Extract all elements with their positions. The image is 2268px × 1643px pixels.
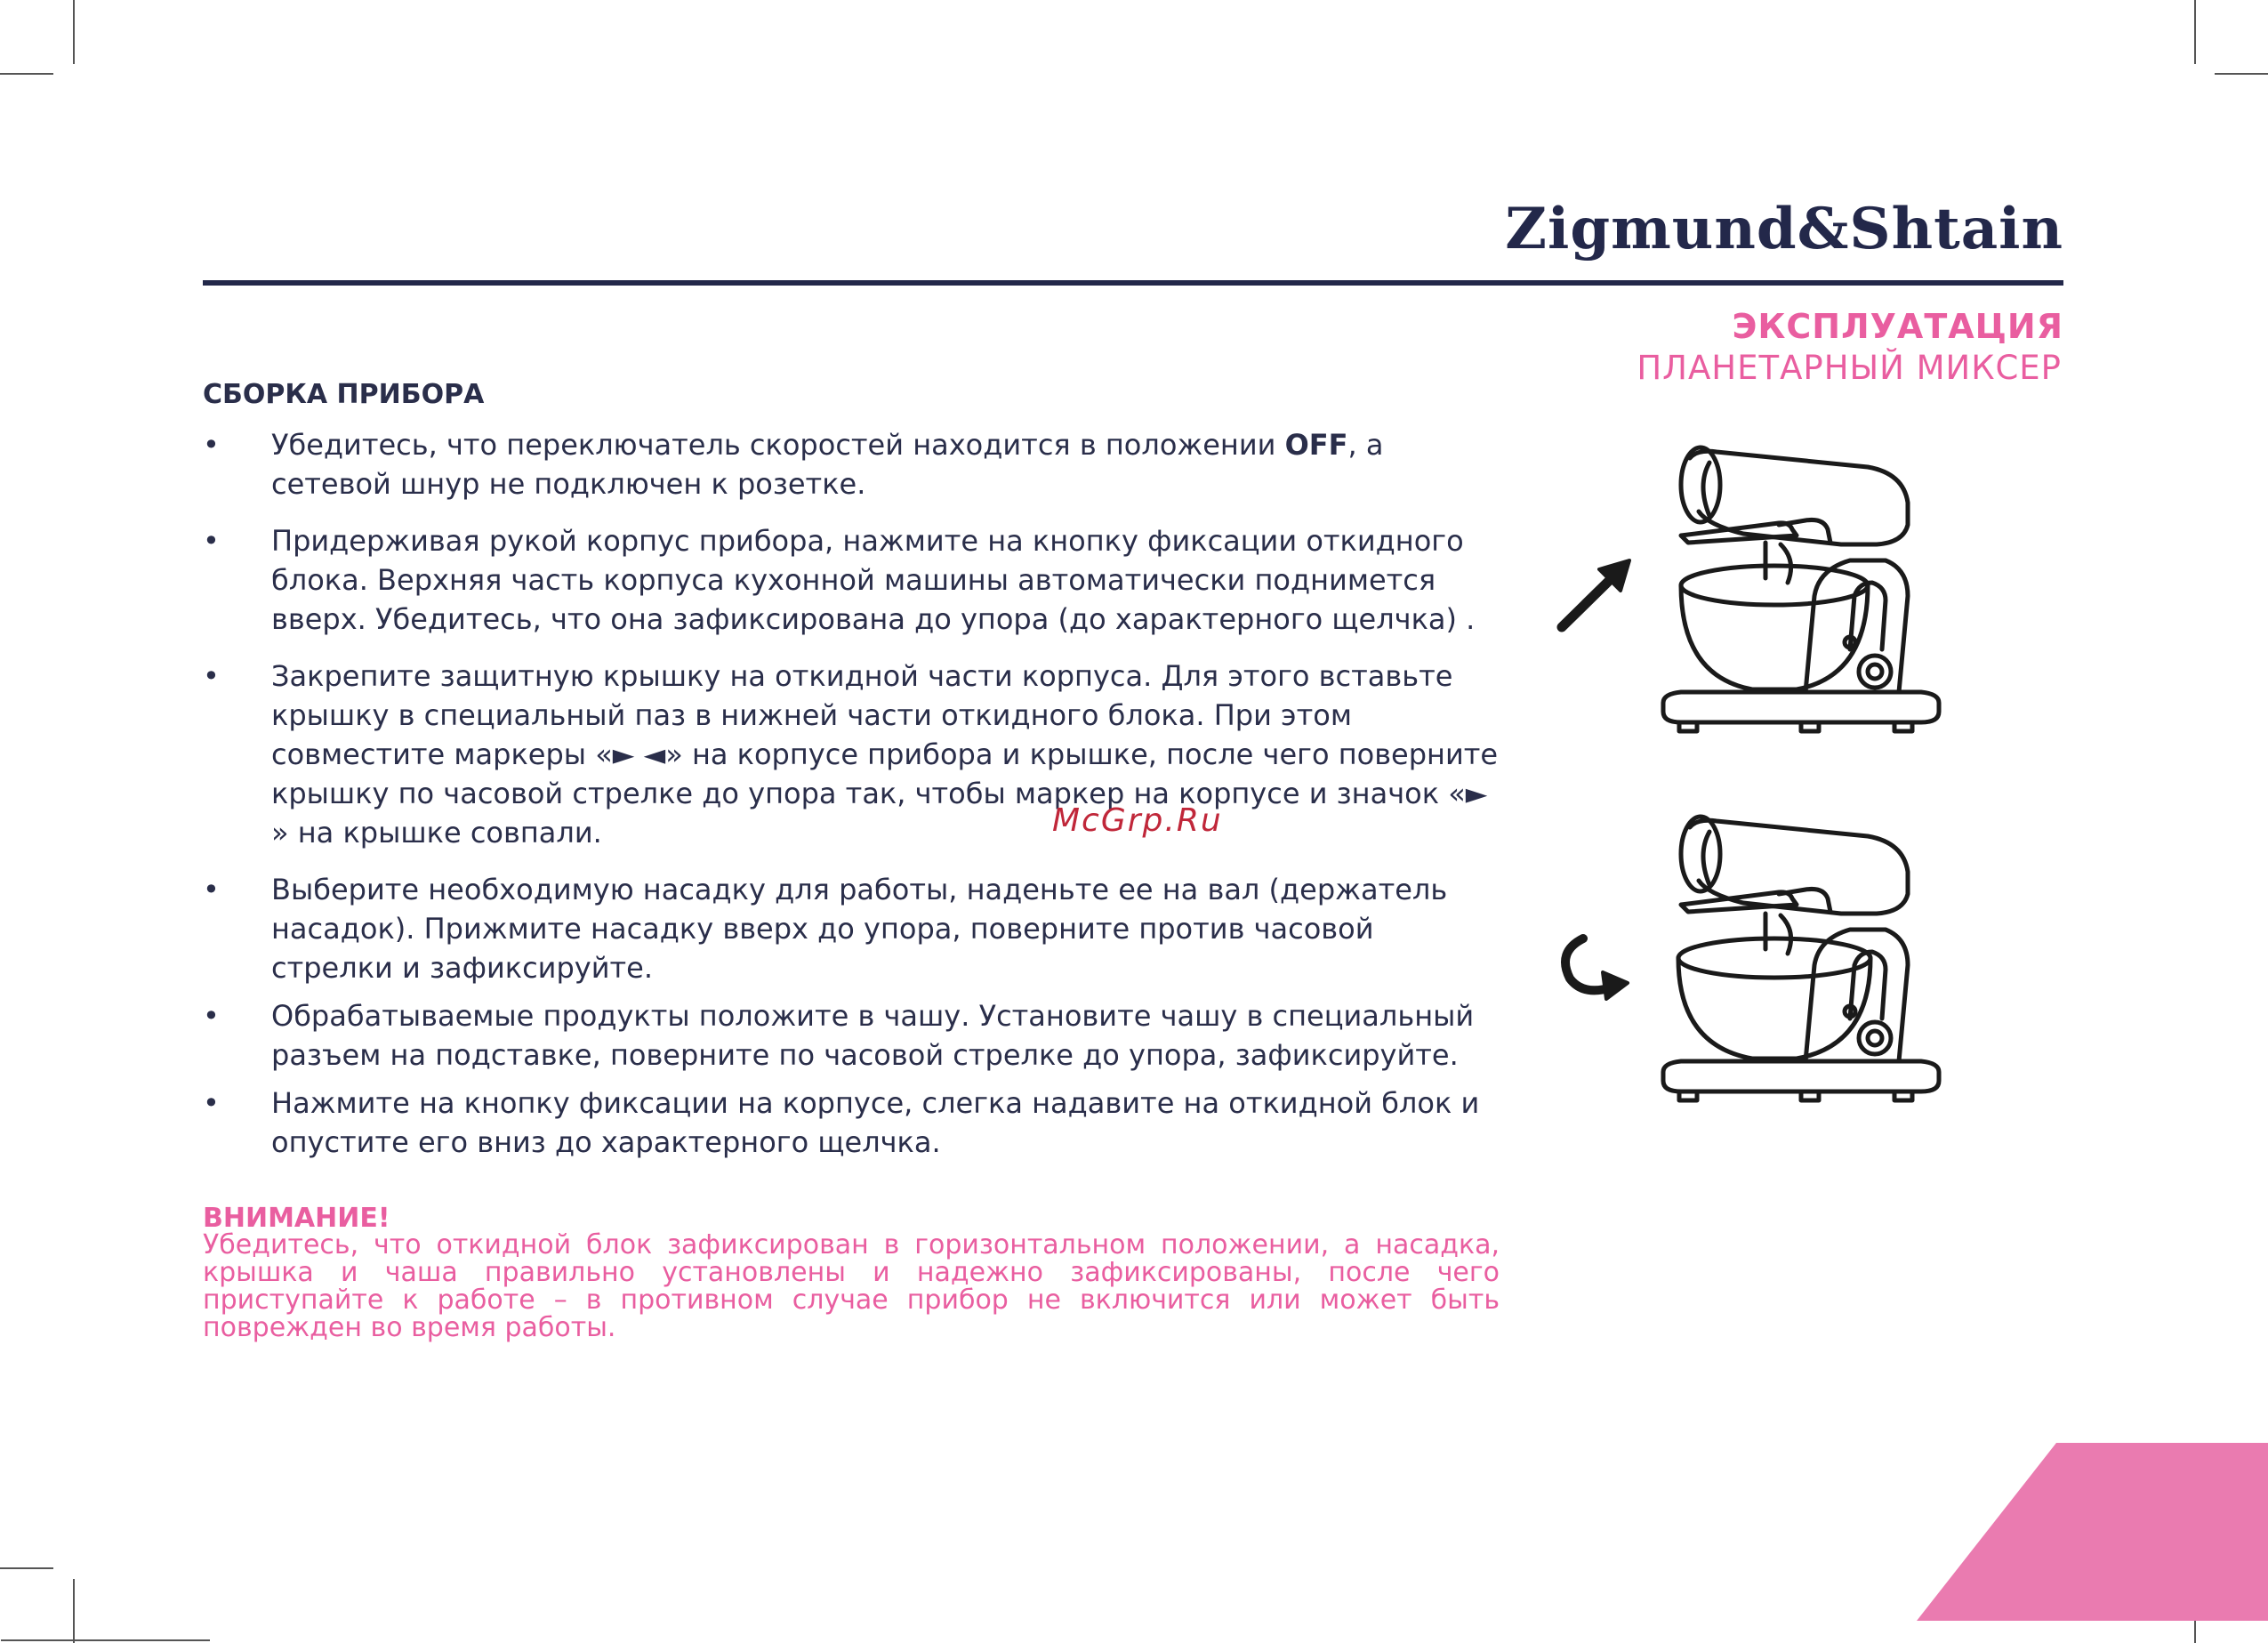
assembly-heading: СБОРКА ПРИБОРА — [203, 379, 485, 410]
watermark: McGrp.Ru — [1052, 802, 1223, 839]
section-title: ЭКСПЛУАТАЦИЯ — [1732, 307, 2063, 346]
step-bold: OFF — [1284, 428, 1348, 462]
step-item — [203, 425, 1501, 503]
step-item — [203, 656, 1501, 852]
mixer-illustration-2 — [1548, 805, 1957, 1125]
crop-mark — [2215, 1567, 2268, 1569]
bullet: • — [203, 873, 220, 906]
step-text: Обрабатываемые продукты положите в чашу. Установите чашу в специальный разъем на подставке, поверните по часовой стрелке до упора, зафиксируйте. — [271, 999, 1475, 1072]
crop-mark — [0, 73, 53, 75]
bullet: • — [203, 999, 220, 1033]
step-text: Убедитесь, что переключатель скоростей находится в положении — [271, 428, 1285, 462]
crop-mark — [2194, 0, 2196, 64]
rotate-arrow-icon — [1565, 938, 1628, 999]
step-text: Придерживая рукой корпус прибора, нажмите на кнопку фиксации откидного блока. Верхняя часть корпуса кухонной машины автоматически поднимется вверх. Убедитесь, что она зафиксирована до упора (до характерного щелчка) . — [271, 524, 1476, 636]
crop-mark — [2215, 73, 2268, 75]
crop-mark — [2194, 1579, 2196, 1643]
brand-logo: Zigmund&Shtain — [1505, 196, 2063, 262]
step-text: Выберите необходимую насадку для работы, наденьте ее на вал (держатель насадок). Прижмите насадку вверх до упора, поверните против часовой стрелки и зафиксируйте. — [271, 873, 1448, 985]
header-rule — [203, 280, 2063, 286]
mixer-illustration-1 — [1548, 436, 1957, 756]
step-text: Нажмите на кнопку фиксации на корпусе, слегка надавите на откидной блок и опустите его вниз до характерного щелчка. — [271, 1086, 1480, 1159]
assembly-steps — [203, 425, 1501, 1180]
step-text: , а сетевой шнур не подключен к розетке. — [271, 428, 1384, 501]
bullet: • — [203, 428, 220, 462]
warning-text: Убедитесь, что откидной блок зафиксирован в горизонтальном положении, а насадка, крышка и чаша правильно установлены и надежно зафиксированы, после чего приступайте к работе – в противном случае прибор не включится или может быть поврежден во время работы. — [203, 1229, 1500, 1343]
bullet: • — [203, 659, 220, 693]
bullet: • — [203, 1086, 220, 1120]
step-item — [203, 1083, 1501, 1162]
section-subtitle: ПЛАНЕТАРНЫЙ МИКСЕР — [1637, 349, 2062, 387]
crop-mark — [73, 0, 75, 64]
arrow-up-right-icon — [1562, 560, 1629, 627]
warning-title: ВНИМАНИЕ! — [203, 1203, 390, 1234]
step-item — [203, 996, 1501, 1075]
step-item — [203, 870, 1501, 987]
crop-mark — [73, 1579, 75, 1643]
bullet: • — [203, 524, 220, 558]
step-item — [203, 521, 1501, 639]
crop-mark — [0, 1567, 53, 1569]
step-text: Закрепите защитную крышку на откидной части корпуса. Для этого вставьте крышку в специальный паз в нижней части откидного блока. При этом совместите маркеры «► ◄» на корпусе прибора и крышке, после чего поверните крышку по часовой стрелке до упора так, чтобы маркер на корпусе и значок «► » на крышке совпали. — [271, 659, 1499, 850]
